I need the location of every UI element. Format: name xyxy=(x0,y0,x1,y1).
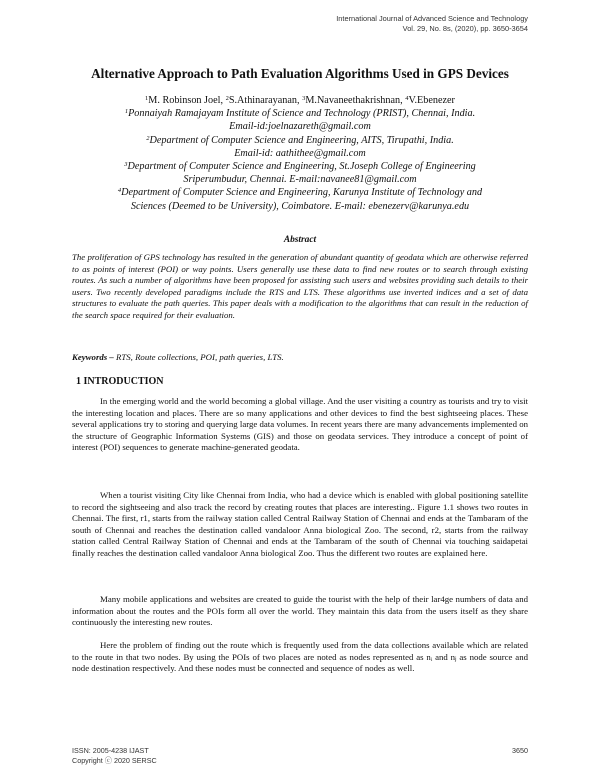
author-name: M. Robinson Joel, xyxy=(148,95,226,106)
affiliation-line: Sriperumbudur, Chennai. E-mail:navanee81@gmail.com xyxy=(183,174,417,186)
author-name: S.Athinarayanan, xyxy=(228,95,303,106)
affiliation xyxy=(60,160,540,186)
affiliation-sup: 3 xyxy=(124,161,128,169)
affiliation-line: Ponnaiyah Ramajayam Institute of Science and Technology (PRIST), Chennai, India. xyxy=(128,108,476,120)
affiliation-line: Department of Computer Science and Engineering, AITS, Tirupathi, India. xyxy=(149,134,454,146)
keywords xyxy=(72,352,528,364)
affiliation xyxy=(60,134,540,160)
body-paragraph: Here the problem of finding out the route which is frequently used from the data collections available which are related to the route in that two nodes. By using the POIs of two places are noted as nodes represented as nᵢ and nⱼ as node source and node destination respectively. And these nodes must be connected and sequence of nodes as well. xyxy=(72,640,528,673)
author-block xyxy=(60,94,540,213)
affiliation-line: Department of Computer Science and Engineering, St.Joseph College of Engineering xyxy=(127,161,476,173)
author-sup: 1 xyxy=(145,95,149,102)
affiliation-sup: 4 xyxy=(117,187,122,195)
copyright: Copyright ⓒ 2020 SERSC xyxy=(72,756,157,765)
author-name: V.Ebenezer xyxy=(408,95,455,106)
body-paragraph: When a tourist visiting City like Chennai from India, who had a device which is enabled with global positioning satellite to record the sightseeing and also track the record by creating routes that places are interesting.. Figure 1.1 shows two routes in Chennai. The first, r1, starts from the railway station called Central Railway Station of Chennai and ends at the Tambaram of the south of Chennai and reaches the destination called vandaloor Anna biological Zoo. The second, r2, starts from the railway station called Central Railway Station of Chennai and ends at the Tambaram of the south of Chennai via touching saidapetai finally reaches the destination called vandaloor Anna biological Zoo. Thus the different two routes are explained here. xyxy=(72,490,528,558)
abstract-text: The proliferation of GPS technology has resulted in the generation of abundant quantity of geodata which are otherwise referred to as points of interest (POI) or way points. Users generally use these data to find new routes or to search through existing routes. As such a number of algorithms have been proposed for assisting such users and websites providing such details to their users. Two recently developed paradigms include the RTS and LTS. These algorithms use inverted indices and a set of data structures to evaluate the path queries. This paper deals with a modification to the algorithms that can result in the reduction of the search space required for their evaluation. xyxy=(72,252,528,320)
journal-header xyxy=(336,14,528,34)
body-paragraph: In the emerging world and the world becoming a global village. And the user visiting a country as tourists and try to visit the interesting location and places. There are so many applications and other devices to find the best sightseeing places. These several applications try to storing and querying large data volumes. In recent years there are many advancements implemented on the structure of Geographic Information Systems (GIS) and those on geodata services. They introduce a concept of point of interest (POI) sequences to generate machine-generated geodata. xyxy=(72,396,528,452)
author-names xyxy=(60,94,540,107)
page-number: 3650 xyxy=(512,746,528,755)
affiliation-line: Department of Computer Science and Engineering, Karunya Institute of Technology and xyxy=(121,187,483,199)
affiliation-sup: 1 xyxy=(124,108,129,116)
author-sup: 2 xyxy=(225,95,229,102)
affiliation xyxy=(60,186,540,212)
paper-title: Alternative Approach to Path Evaluation Algorithms Used in GPS Devices xyxy=(91,66,509,81)
author-sup: 3 xyxy=(302,95,306,102)
author-sup: 4 xyxy=(405,95,409,102)
affiliation-sup: 2 xyxy=(146,134,150,142)
abstract-heading: Abstract xyxy=(283,235,317,245)
issn: ISSN: 2005-4238 IJAST xyxy=(72,746,149,755)
affiliation-line: Email-id: aathithee@gmail.com xyxy=(234,147,366,159)
affiliation xyxy=(60,107,540,133)
affiliation-line: Email-id:joelnazareth@gmail.com xyxy=(229,121,371,133)
keywords-text: RTS, Route collections, POI, path queries, LTS. xyxy=(116,352,284,362)
section-heading: 1 INTRODUCTION xyxy=(76,376,164,387)
journal-name: International Journal of Advanced Science and Technology xyxy=(336,14,528,23)
journal-volume: Vol. 29, No. 8s, (2020), pp. 3650-3654 xyxy=(402,24,528,33)
affiliation-line: Sciences (Deemed to be University), Coimbatore. E-mail: ebenezerv@karunya.edu xyxy=(130,200,470,212)
author-name: M.Navaneethakrishnan, xyxy=(305,95,406,106)
body-paragraph: Many mobile applications and websites are created to guide the tourist with the help of their lar4ge numbers of data and information about the routes and the POIs form all over the world. They maintain this data from the users itself as they share continuously the interesting new routes. xyxy=(72,594,528,627)
footer-left xyxy=(72,746,157,766)
keywords-label: Keywords – xyxy=(72,352,116,362)
